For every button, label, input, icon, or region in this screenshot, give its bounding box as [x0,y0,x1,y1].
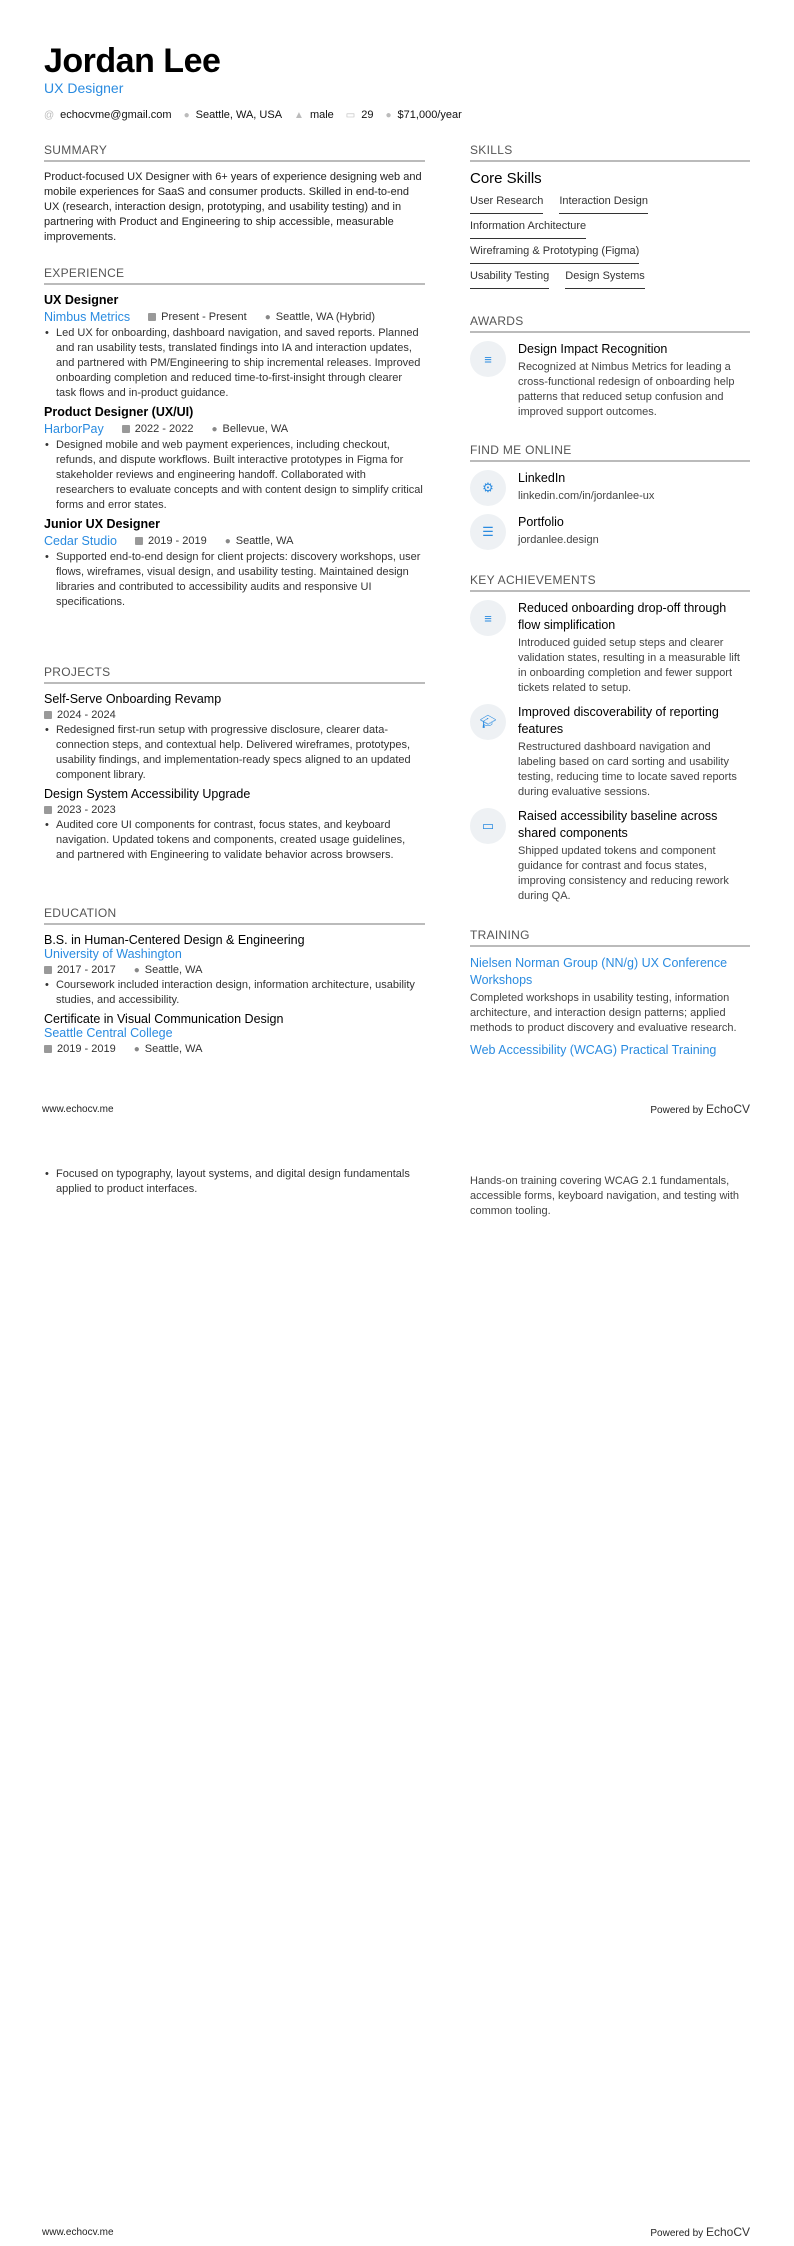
achievement-item [470,600,750,696]
dates: 2023 - 2023 [57,804,116,816]
section-heading: EDUCATION [44,906,425,925]
school: University of Washington [44,947,182,961]
achievement-title: Reduced onboarding drop-off through flow simplification [518,601,727,632]
dates: 2024 - 2024 [57,709,116,721]
location-pin-icon: ● [183,109,190,121]
footer-site[interactable]: www.echocv.me [42,1104,114,1115]
link-item[interactable] [470,514,750,550]
calendar-icon [44,806,52,814]
bullet: • Led UX for onboarding, dashboard navigation, and saved reports. Planned and ran usability tests, translated findings into IA and interaction updates, and partnered with PM/Engineering to ship incremental releases. Improved onboarding completion and reduced time-to-first-insight through clearer task flows and in-product guidance. [44,326,425,401]
experience-entry [44,405,425,513]
section-heading: SUMMARY [44,143,425,162]
calendar-icon: ▭ [345,109,356,121]
degree: B.S. in Human-Centered Design & Engineering [44,933,305,947]
award-item [470,341,750,420]
education-section [44,906,425,1057]
link-title: LinkedIn [518,471,566,485]
project-entry [44,787,425,863]
projects-section [44,665,425,867]
calendar-icon [44,711,52,719]
training-title: Web Accessibility (WCAG) Practical Training [470,1043,717,1057]
education-continued [44,1167,425,1201]
dates: 2019 - 2019 [147,535,207,547]
gear-icon: ⚙ [470,470,506,506]
at-icon: @ [44,109,55,121]
skills-section [470,143,750,291]
skill-chip: User Research [470,191,543,214]
job-title: UX Designer [44,80,124,96]
bullet: • Focused on typography, layout systems, and digital design fundamentals applied to product interfaces. [44,1167,425,1197]
list-icon: ≡ [470,341,506,377]
skill-chip: Interaction Design [559,191,648,214]
link-url[interactable]: jordanlee.design [518,534,599,546]
location: Bellevue, WA [222,423,289,435]
location: Seattle, WA [235,535,294,547]
text-align-icon: ☰ [470,514,506,550]
person-icon: ▲ [294,109,304,121]
project-title: Self-Serve Onboarding Revamp [44,692,222,706]
skill-group-title: Core Skills [470,170,542,187]
bullet: • Redesigned first-run setup with progressive disclosure, clearer data-connection steps, and contextual help. Delivered wireframes, prototypes, usability findings, and implementation-ready specs aligned to an updated component library. [44,723,425,783]
money-icon: ● [385,109,392,121]
section-heading: EXPERIENCE [44,266,425,285]
section-heading: SKILLS [470,143,750,162]
location-pin-icon: ● [264,311,271,323]
achievement-desc: Restructured dashboard navigation and labeling based on card sorting and usability testing, reducing time to locate saved reports during evaluative sessions. [518,741,737,798]
online-section [470,443,750,558]
dates: 2017 - 2017 [57,964,116,976]
dates: 2022 - 2022 [134,423,194,435]
toggle-icon: ▭ [470,808,506,844]
project-entry [44,692,425,783]
skill-chip: Design Systems [565,266,644,289]
graduation-cap-icon: 🎓︎ [470,704,506,740]
bullet: • Supported end-to-end design for client projects: discovery workshops, user flows, wireframes, visual design, and usability testing. Maintained design libraries and contributed to accessibility audits and responsive UI specifications. [44,550,425,610]
achievements-section [470,573,750,912]
company: Nimbus Metrics [44,310,131,324]
section-heading: PROJECTS [44,665,425,684]
calendar-icon [44,966,52,974]
experience-section [44,266,425,614]
contact-row [44,109,462,121]
salary: $71,000/year [397,109,462,121]
training-section [470,928,750,1059]
company: HarborPay [44,422,104,436]
email[interactable]: echocvme@gmail.com [60,109,172,121]
location: Seattle, WA [144,964,203,976]
section-heading: KEY ACHIEVEMENTS [470,573,750,592]
dates: Present - Present [161,311,247,323]
location-pin-icon: ● [224,535,231,547]
powered-label: Powered by [650,1105,704,1116]
school: Seattle Central College [44,1026,173,1040]
link-item[interactable] [470,470,750,506]
training-title: Nielsen Norman Group (NN/g) UX Conference Workshops [470,956,728,987]
calendar-icon [122,425,130,433]
summary-text: Product-focused UX Designer with 6+ years of experience designing web and mobile experiences for SaaS and consumer products. Skilled in end-to-end UX (research, interaction design, prototyping, and usability testing) and in partnering with Product and Engineering to ship accessible, measurable improvements. [44,171,422,243]
achievement-desc: Introduced guided setup steps and clearer validation states, resulting in a measurable lift in onboarding completion and fewer support tickets related to setup. [518,637,740,694]
location: Seattle, WA, USA [195,109,283,121]
footer-powered [650,1102,750,1116]
achievement-item [470,704,750,800]
project-title: Design System Accessibility Upgrade [44,787,251,801]
section-heading: FIND ME ONLINE [470,443,750,462]
bullet: • Audited core UI components for contrast, focus states, and keyboard navigation. Updated tokens and components, created usage guidelines, and partnered with Engineering to validate behavior across browsers. [44,818,425,863]
location: Seattle, WA (Hybrid) [275,311,375,323]
calendar-icon [44,1045,52,1053]
list-icon: ≡ [470,600,506,636]
section-heading: AWARDS [470,314,750,333]
role-title: UX Designer [44,293,119,307]
calendar-icon [135,537,143,545]
powered-label: Powered by [650,2228,704,2239]
brand-logo[interactable]: EchoCV [705,2225,750,2239]
experience-entry [44,517,425,610]
experience-entry [44,293,425,401]
location: Seattle, WA [144,1043,203,1055]
training-desc: Completed workshops in usability testing, information architecture, and interaction design patterns; applied methods to product discovery and evaluative research. [470,992,737,1034]
award-title: Design Impact Recognition [518,342,668,356]
award-desc: Recognized at Nimbus Metrics for leading a cross-functional redesign of onboarding help patterns that reduced setup confusion and improved support outcomes. [518,361,735,418]
section-heading: TRAINING [470,928,750,947]
achievement-item [470,808,750,904]
company: Cedar Studio [44,534,117,548]
summary-section [44,143,425,245]
awards-section [470,314,750,428]
brand-logo[interactable]: EchoCV [705,1102,750,1116]
skill-chip: Wireframing & Prototyping (Figma) [470,241,639,264]
achievement-desc: Shipped updated tokens and component guidance for contrast and focus states, improving consistency and reducing rework during QA. [518,845,729,902]
footer-site[interactable]: www.echocv.me [42,2227,114,2238]
footer-powered [650,2225,750,2239]
gender: male [309,109,334,121]
link-title: Portfolio [518,515,564,529]
training-desc: Hands-on training covering WCAG 2.1 fundamentals, accessible forms, keyboard navigation, and testing with common tooling. [470,1175,740,1217]
skill-chip: Usability Testing [470,266,549,289]
achievement-title: Raised accessibility baseline across shared components [518,809,718,840]
age: 29 [361,109,374,121]
bullet: • Designed mobile and web payment experiences, including checkout, refunds, and dispute workflows. Built interactive prototypes in Figma for stakeholder reviews and engineering handoff. Collaborated with researchers to evaluate concepts and with content design to simplify critical forms and error states. [44,438,425,513]
role-title: Junior UX Designer [44,517,160,531]
bullet: • Coursework included interaction design, information architecture, usability studies, and accessibility. [44,978,425,1008]
role-title: Product Designer (UX/UI) [44,405,194,419]
candidate-name: Jordan Lee [44,42,221,80]
education-entry [44,1012,425,1055]
achievement-title: Improved discoverability of reporting features [518,705,719,736]
skill-chip: Information Architecture [470,216,586,239]
dates: 2019 - 2019 [57,1043,116,1055]
location-pin-icon: ● [133,1043,140,1055]
education-entry [44,933,425,1008]
link-url[interactable]: linkedin.com/in/jordanlee-ux [518,490,655,502]
calendar-icon [148,313,156,321]
location-pin-icon: ● [133,964,140,976]
degree: Certificate in Visual Communication Design [44,1012,284,1026]
location-pin-icon: ● [211,423,218,435]
